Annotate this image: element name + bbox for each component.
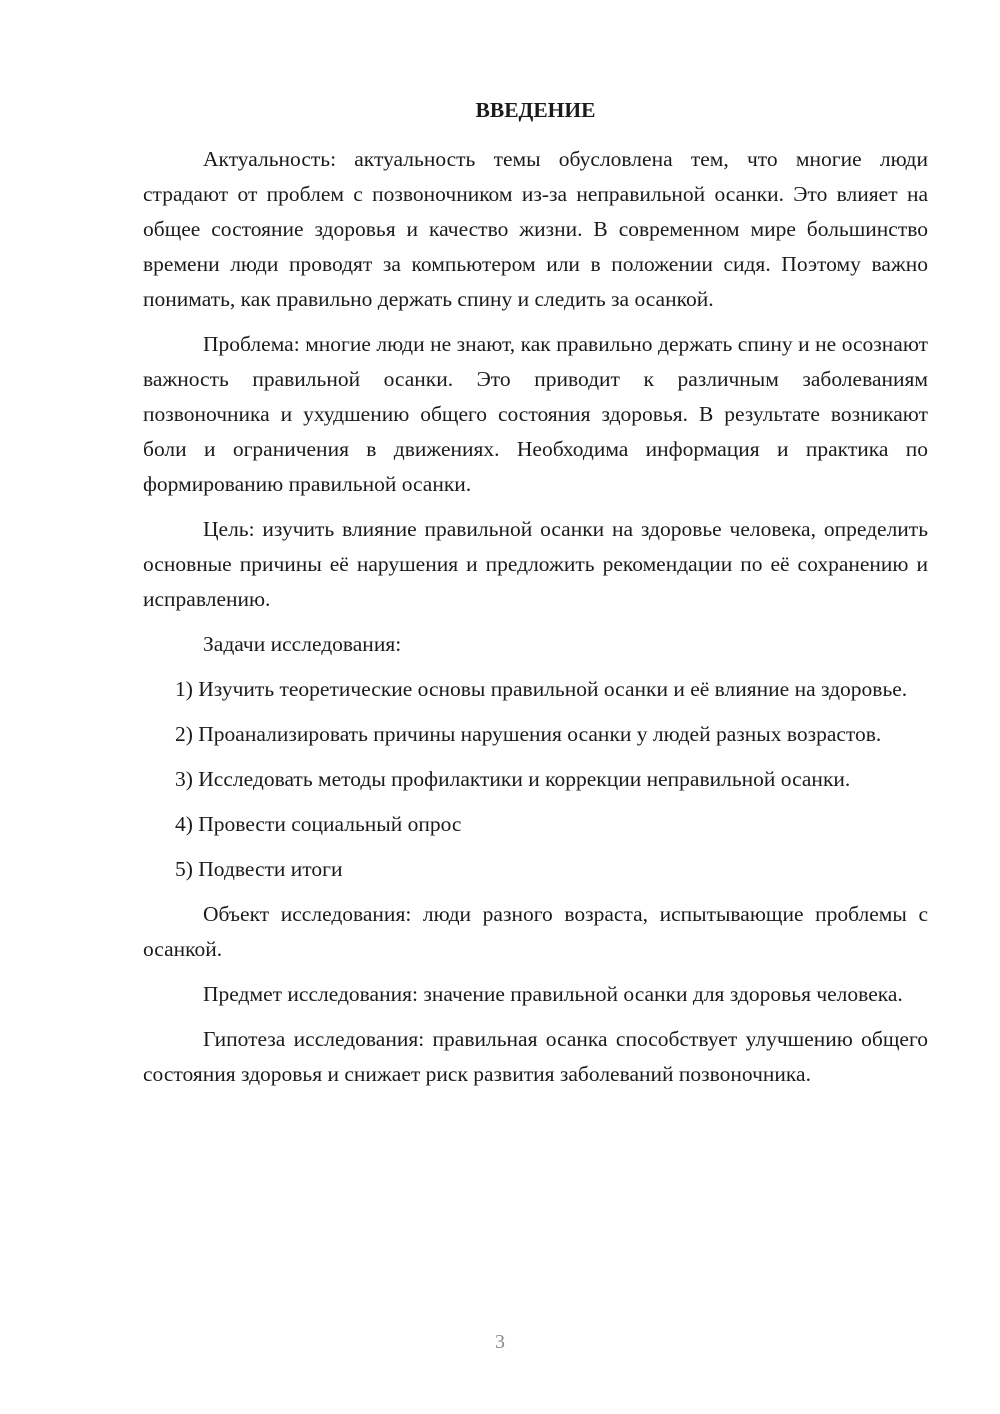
- relevance-paragraph: Актуальность: актуальность темы обусловлена тем, что многие люди страдают от проблем с позвоночником из-за неправильной осанки. Это влияет на общее состояние здоровья и качество жизни. В современном мире большинство времени люди проводят за компьютером или в положении сидя. Поэтому важно понимать, как правильно держать спину и следить за осанкой.: [143, 147, 928, 311]
- tasks-label: Задачи исследования:: [203, 632, 402, 656]
- task-item-3: 3) Исследовать методы профилактики и коррекции неправильной осанки.: [175, 767, 851, 791]
- problem-paragraph: Проблема: многие люди не знают, как правильно держать спину и не осознают важность правильной осанки. Это приводит к различным заболеваниям позвоночника и ухудшению общего состояния здоровья. В результате возникают боли и ограничения в движениях. Необходима информация и практика по формированию правильной осанки.: [143, 332, 928, 496]
- goal-paragraph: Цель: изучить влияние правильной осанки на здоровье человека, определить основные причины её нарушения и предложить рекомендации по её сохранению и исправлению.: [143, 517, 928, 611]
- document-page: [143, 92, 928, 1102]
- section-heading: ВВЕДЕНИЕ: [475, 98, 596, 122]
- page-number: 3: [495, 1331, 505, 1353]
- object-paragraph: Объект исследования: люди разного возраста, испытывающие проблемы с осанкой.: [143, 902, 928, 961]
- task-item-5: 5) Подвести итоги: [175, 857, 343, 881]
- task-item-1: 1) Изучить теоретические основы правильной осанки и её влияние на здоровье.: [175, 677, 908, 701]
- task-item-2: 2) Проанализировать причины нарушения осанки у людей разных возрастов.: [175, 722, 882, 746]
- subject-paragraph: Предмет исследования: значение правильной осанки для здоровья человека.: [203, 982, 903, 1006]
- hypothesis-paragraph: Гипотеза исследования: правильная осанка способствует улучшению общего состояния здоровья и снижает риск развития заболеваний позвоночника.: [143, 1027, 928, 1086]
- task-item-4: 4) Провести социальный опрос: [175, 812, 462, 836]
